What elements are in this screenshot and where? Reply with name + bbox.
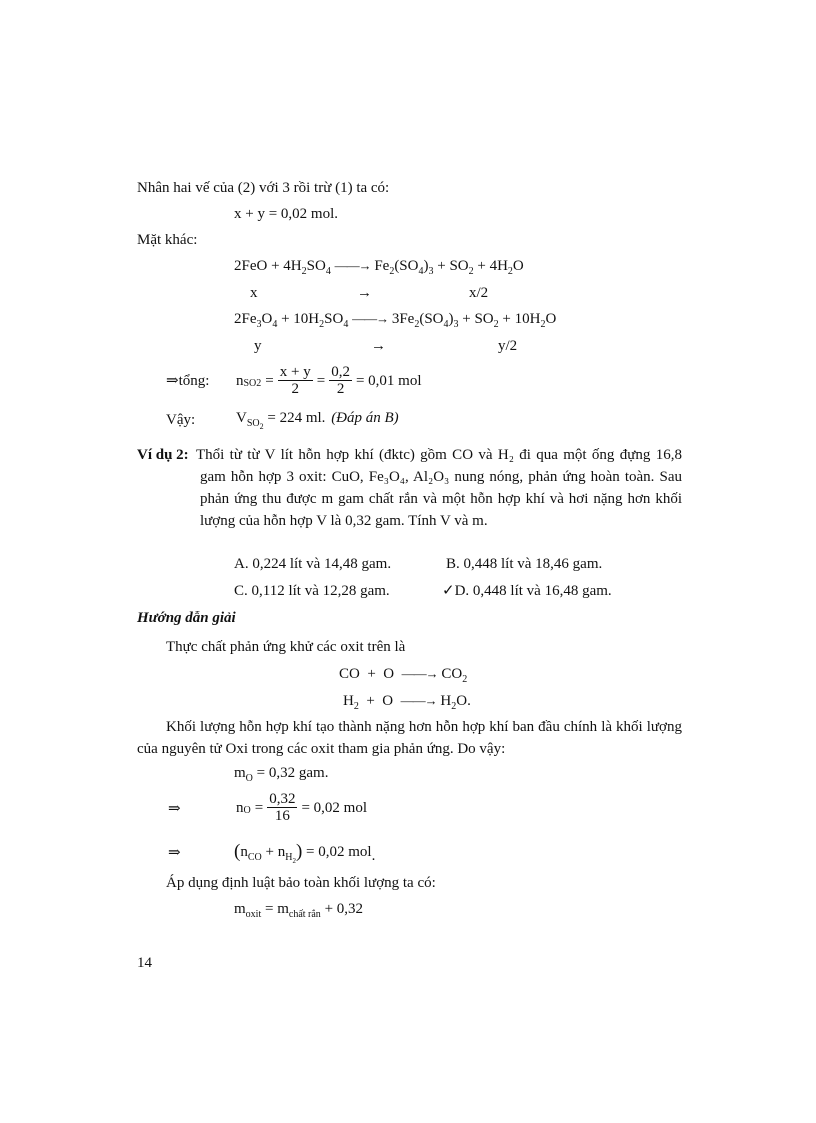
sum-equation: x + y = 0,02 mol. (234, 206, 339, 222)
mass-oxygen: $m_O = 0,32$ gam. (234, 765, 329, 784)
fraction: $\frac{0,32}{16}$ (269, 791, 296, 824)
option-c: C. 0,112 lít và 12,28 gam. (234, 583, 390, 599)
conclusion-formula: $V_{SO2} = 224$ ml. (Đáp án B) (236, 410, 399, 431)
total-so2-formula: n SO2 = $\frac{x + y}{2}$ = $\frac{0,2}{2}$ = 0,01 mol (236, 364, 422, 397)
conclusion-label: Vậy: (166, 412, 196, 428)
reaction-feo: $2FeO + 4H_2SO_4$ ——→ $Fe_2(SO_4)_3 + SO_2 + 4H_2O$ (234, 258, 524, 277)
implies-icon: ⇒ (168, 845, 181, 861)
example-label: Ví dụ 2: (137, 447, 189, 463)
reaction-h2: $H_2 + O$ ——→ $H_2O$. (343, 693, 471, 712)
conservation-intro: Áp dụng định luật bảo toàn khối lượng ta có: (166, 875, 436, 891)
option-b: B. 0,448 lít và 18,46 gam. (446, 556, 603, 572)
mole-y-half: y/2 (498, 338, 518, 354)
answer-note: (Đáp án B) (331, 410, 399, 426)
fraction: $\frac{0,2}{2}$ (331, 364, 350, 397)
mole-x: x (250, 285, 258, 301)
option-d: ✓D. 0,448 lít và 16,48 gam. (442, 583, 612, 599)
mole-y: y (254, 338, 262, 354)
other-side-label: Mặt khác: (137, 232, 198, 248)
reaction-arrow: ——→ (352, 311, 389, 326)
moles-oxygen: n O = $\frac{0,32}{16}$ = 0,02 mol (236, 791, 367, 824)
option-a: A. 0,224 lít và 14,48 gam. (234, 556, 392, 572)
total-label: ⇒tổng: (166, 373, 210, 389)
moles-co-h2: $(n_{CO} + n_{H2}) = 0,02$ mol. (234, 841, 376, 865)
solution-intro: Thực chất phản ứng khử các oxit trên là (166, 639, 406, 655)
reaction-arrow: ——→ (334, 258, 371, 273)
page-number: 14 (137, 955, 152, 971)
implies-icon: ⇒ (168, 801, 181, 817)
intro-line: Nhân hai vế của (2) với 3 rồi trừ (1) ta có: (137, 180, 390, 196)
reaction-co: CO + O ——→ $CO_2$ (339, 666, 468, 685)
check-icon: ✓ (442, 583, 455, 599)
mass-explanation: Khối lượng hỗn hợp khí tạo thành nặng hơn hỗn hợp khí ban đầu chính là khối lượng của nguyên tử Oxi trong các oxit tham gia phản ứng. Do vậy: (137, 719, 682, 757)
solution-heading: Hướng dẫn giải (137, 610, 236, 626)
mole-x-half: x/2 (469, 285, 489, 301)
mole-arrow: → (357, 285, 372, 301)
example-text: Thổi từ từ V lít hỗn hợp khí (đktc) gồm CO và H₂ đi qua một ống đựng 16,8 gam hỗn hợp 3 oxit: CuO, Fe₃O₄, Al₂O₃ nung nóng, phản ứng hoàn toàn. Sau phản ứng thu được m gam chất rắn và một hỗn hợp khí và hơi nặng hơn khối lượng của hỗn hợp V là 0,32 gam. Tính V và m. (196, 447, 682, 529)
mole-arrow: → (371, 338, 386, 354)
fraction: $\frac{x + y}{2}$ (279, 364, 311, 397)
mass-conservation: $m_{oxit} = m_{chất rắn} + 0,32$ (234, 901, 364, 920)
reaction-fe3o4: $2Fe_3O_4 + 10H_2SO_4$ ——→ $3Fe_2(SO_4)_3 + SO_2 + 10H_2O$ (234, 311, 557, 330)
